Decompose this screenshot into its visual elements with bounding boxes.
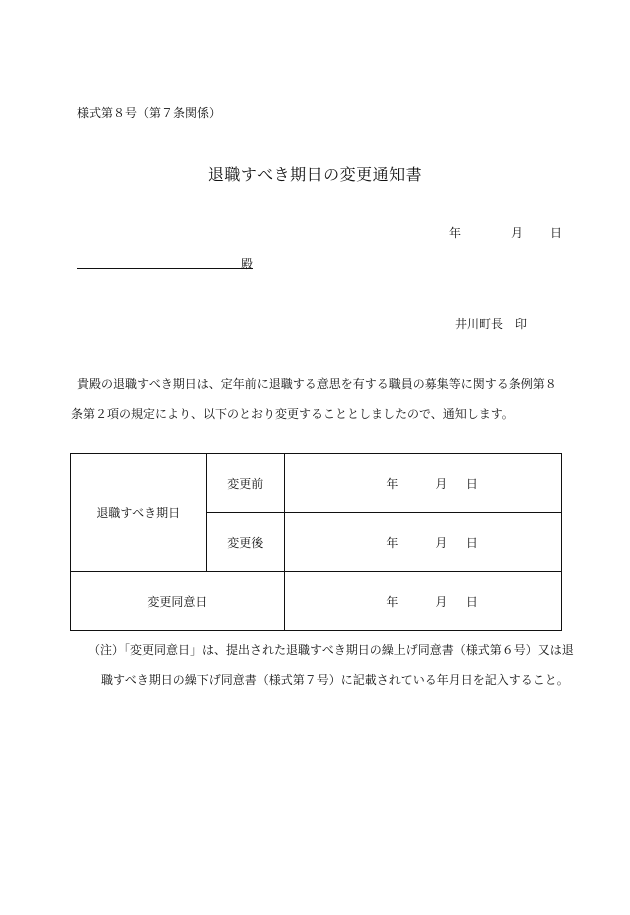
issuer-name: 井川町長	[455, 317, 504, 331]
addressee-suffix: 殿	[241, 257, 254, 271]
issue-date-day: 日	[550, 226, 563, 240]
after-year: 年	[386, 535, 399, 550]
issue-date-year: 年	[449, 226, 462, 240]
before-month: 月	[435, 476, 448, 491]
before-change-date	[284, 454, 561, 513]
retirement-date-label: 退職すべき期日	[71, 454, 207, 572]
body-text-line-1: 貴殿の退職すべき期日は、定年前に退職する意思を有する職員の募集等に関する条例第８	[77, 377, 557, 391]
after-change-label: 変更後	[206, 513, 284, 572]
after-change-date	[284, 513, 561, 572]
document-title: 退職すべき期日の変更通知書	[207, 165, 423, 184]
issue-date-month: 月	[511, 226, 524, 240]
table-row	[71, 572, 562, 631]
before-change-label: 変更前	[206, 454, 284, 513]
issuer-seal: 印	[515, 317, 528, 331]
date-change-table	[70, 453, 562, 631]
before-day: 日	[465, 476, 478, 491]
issuer	[455, 315, 527, 332]
addressee-blank-line	[77, 268, 253, 269]
issue-date	[449, 224, 562, 241]
form-number: 様式第８号（第７条関係）	[77, 106, 222, 120]
before-year: 年	[386, 476, 399, 491]
consent-year: 年	[386, 594, 399, 609]
consent-day: 日	[465, 594, 478, 609]
consent-date-label: 変更同意日	[71, 572, 285, 631]
after-day: 日	[465, 535, 478, 550]
table-row	[71, 454, 562, 513]
consent-date	[284, 572, 561, 631]
note-line-2: 職すべき期日の繰下げ同意書（様式第７号）に記載されている年月日を記入すること。	[101, 673, 569, 687]
consent-month: 月	[435, 594, 448, 609]
after-month: 月	[435, 535, 448, 550]
body-text-line-2: 条第２項の規定により、以下のとおり変更することとしましたので、通知します。	[71, 407, 514, 421]
note-line-1: （注）「変更同意日」は、提出された退職すべき期日の繰上げ同意書（様式第６号）又は退	[88, 643, 574, 657]
